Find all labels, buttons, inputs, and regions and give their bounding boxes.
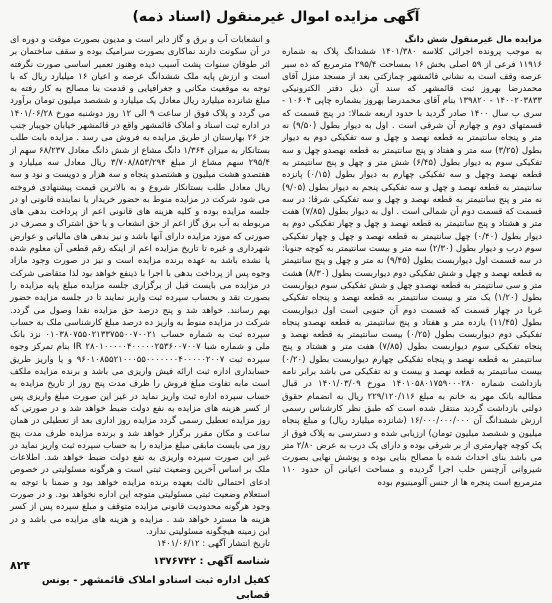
right-column	[282, 34, 542, 552]
notice-title: آگهی مزایده اموال غیرمنقول (اسناد ذمه)	[132, 9, 420, 25]
signature: کفیل اداره ثبت اسنادو املاک قائمشهر - یونس قصابی	[41, 575, 270, 602]
right-column-subheading: مزایده مال غیرمنقول شش دانگ	[404, 35, 542, 45]
publish-date: تاریخ انتشار آگهی : ۱۴۰۱/۰۶/۱۲	[156, 539, 270, 550]
right-column-body: به موجب پرونده اجرائی کلاسه ۱۴۰۱/۳۸۰ ششدانگ پلاک به شماره ۱۱۹۱۶ فرعی از ۵۹ اصلی بخش ۱۶ بمساحت ۲۹۵/۴ مترمربع که ذه سیر عرصه وقف است به نشانی قائمشهر چمازکتی بعد از مسجد منزل آقای محمدرضا بهروز ثبت قائمشهر که سند آن ذیل دفتر الکترونیکی ۱۴۰۰۲۰۳۸۳۳ - ۱۳۹۸۲۰ بنام آقای محمدرضا بهروز بشماره چاپی ۱۰۶۰۴ - سری ب سال ۱۴۰۰ صادر گردید با حدود اربعه شمالا: در پنج قسمت که قسمتهای دوم و چهارم آن شرقی است . اول به دیوار بطول (۹/۵۰) نه متر و پنجاه سانتیمتر به قطعه نهصد و چهل و سه تفکیکی دوم به دیوار بطول (۳/۲۵) سه متر و هفتاد و پنج سانتیمتر به قطعه نهصدو چهل و سه تفکیکی سوم به دیوار بطول (۶/۴۵) شش متر و چهل و پنج سانتیمتر به قطعه نهصد وچهل و سه تفکیکی چهارم به دیوار بطول (۰/۱۵) پانزده سانتیمتر به قطعه نهصد و چهل و سه تفکیکی پنجم به دیوار بطول (۹/۰۵) نه متر و پنج سانتیمتر به قطعه نهصد و چهل و سه تفکیکی شرقا: در سه قسمت که قسمت دوم آن شمالی است . اول به دیوار بطول (۷/۸۵) هفت متر و هشتاد و پنج سانتیمتر به قطعه نهصد و چهل و چهار تفکیکی دوم به دیوار بطول (۰/۴۰) چهل سانتیمتر به قطعه نهصد و چهل و چهار تفکیکی سوم درب و دیوار بطول (۲/۳۰) سه متر و بیست سانتیمتر به کوچه جنوبا: در سه قسمت اول دیواربست بطول (۹/۴۵) نه متر و چهل و پنج سانتیمتر به قطعه نهصد و چهل و شش تفکیکی دوم دیواربست بطول (۸/۳۰) هشت متر و سی سانتیمتر به قطعه نهصدو چهل و شش تفکیکی سوم دیواربست بطول (۱/۲۰) یک متر و بیست سانتیمتر به قطعه نهصد و پنجاه تفکیکی غربا در چهار قسمت که قسمت دوم آن جنوبی است اول دیواربست بطول (۱۱/۴۵) یازده متر و هفتاد و پنج سانتیمتر به قطعه نهصدو پنجاه تفکیکی دوم دیواربست بطول (۰/۲۵) بیست سانتیمتر به قطعه نهصد و پنجاه تفکیکی سوم دیواربست بطول (۷/۸۵) هفت متر و هشتاد و پنج سانتیمتر به قطعه نهصد و پنجاه تفکیکی چهارم دیواربست بطول (۰/۲۰) بیست سانتیمتر به قطعه نهصد و بیست و نه تفکیکی می باشد برابر نامه بازداشت شماره ۱۴۰۱۰۵۸۰۱۷۵۹۰۰۰۲۸۰ مورخ ۱۴۰۱/۰۳/۰۹ در قبال مطالبه بانک مهر به خانم به مبلغ ۲۲۹/۱۲۰/۱۱۶ ریال به انضمام حقوق دولتی بازداشت گردید منتقل شده است که طبق نظر کارشناس رسمی ارزش ششدانگ آن ۱۶/۰۰۰/۰۰۰/۰۰۰ (شانزده میلیارد ریال) و مبلغ پنجاه میلیون و ششصد میلیون تومان) ارزیابی شده و دسترسی به پلاک فوق از یک کوچه چهارمتری از بر شرقی بوده و دارای یک درب به عرض ۲/۸۰ متر می باشد بنای احداث شده با مصالح بنایی بوده و پوشش نهایی بصورت شیروانی آزچنس حلب اجرا گردیده و مساحت اعیانی آن حدود ۱۱۰ مترمربع است پنجره ها از جنس آلومینیوم بوده	[282, 47, 543, 488]
left-column-body: و انشعابات آب و برق و گاز دایر است و مدیون بصورت موقت و دوره ای در آن سکونت دارند نماکاری بصورت سرامیک بوده و سقف ساختمان بر اثر طوفان سنوات پشت آسیب دیده وهنوز تعمیر اساسی صورت نگرفته است و ارزش پایه ملک ششدانگ عرصه و اعیان ۱۶ میلیارد ریال که با توجه به موقعیت مکانی و جغرافیایی و قدمت بنا مصالح به کار رفته به مبلغ شانزده میلیارد ریال معادل یک میلیارد و ششصد میلیون تومان برآورد می گردد و پلاک فوق از ساعت ۹ الی ۱۲ روز دوشنبه مورخ ۱۴۰۱/۰۶/۲۸ در اداره ثبت اسناد و املاک قائمشهر واقع در قائمشهر خیابان جویبار جنب جز ۲۶ بهارستان از طریق مزایده به فروش می رسد . مزایده بابت طلب بستانکار به میزان ۱/۳۶۴ دانگ مشاع از شش دانگ معادل ۶۸/۲۳۷ سهم از ۲۹۵/۴ سهم مشاع از مبلغ ۳/۷۰۸/۸۵۳/۲۹۴ ریال معادل سه میلیارد و هفتصدو هشت میلیون و هشتصدو پنجاه و سه هزار و دویست و نود و سه ریال معادل طلب بستانکار شروع و به بالاترین قیمت پیشنهادی فروخته می شود شرکت در مزایده منوط به حضور خریدار یا نماینده قانونی او در جلسه مزایده بوده و کلیه هزینه های قانونی اعم از پرداخت بدهی های مربوطه به آب برق گاز اعم از حق انشعاب و یا حق اشتراک و مصرف در صورتی که مورد مزایده دارای آنها باشد و نیز بدهی های مالیاتی و عوارض شهرداری و غیره تا تاریخ مزایده اعم از اینکه رقم قطعی آن معلوم شده یا نشده باشد به عهده برنده مزایده است و نیز در صورت وجود مازاد وجوه پس از پرداخت بدهی با اجرا با ذینفع خواهد بود لذا متقاضی شرکت در مزایده می بایست قبل از برگزاری جلسه مزایده مبلغ پایه مزایده را بصورت نقد و بحساب سپرده ثبت واریز نمایند تا در جلسه مزایده حضور بهم رسانند. خواهد شد و پنج درصد حق مزایده نقدا وصول می گردد. شرکت در مزایده منوط به واریز ده درصد مبلغ کارشناسی ملک به حساب سپرده ثبت به شماره حساب ۰۱۰۳۸۰۷۵۵۰۲۱۳۳۷۵۵۰۰۷۰۰۲۱ نزد بانک ملی و شماره شبا IR ۲۸۰۱۰۰۰۰۰۴۰۰۰۰۰۲۵۳۶۰۰۷۰۰۷ بنام تمرکز وجوه سپرده ثبت ۹۶۰۱۰۸۵۵۲۱۰۰۰۵۵۰۰۰۰۰۰۰۴۰۰۰۰۰۲۰۰۷ و یا واریز طریق حسابداری اداره ثبت ارائه فیش واریزی می باشد و برنده مزایده ملکف است مابه تفاوت مبلغ فروش را ظرف مدت پنج روز از تاریخ مزایده به حساب سپرده اداره ثبت واریز نماید در غیر این صورت مبلغ واریزی پس از کسر هزینه های مزایده به نفع دولت ضبط خواهد شد و در صورتی که روز مزایده تعطیل رسمی گردد مزایده روز اداری بعد از تعطیلی در همان ساعت و مکان مقرر برگزار خواهد شد و برنده مزایده ظرف مدت پنج روز می بایست مابقی مبلغ مزایده را به حساب سپرده ثبت واریز نماید در غیر این صورت سپرده واریزی به نفع دولت ضبط خواهد شد. اطلاعات ملک بر اساس آخرین وضعیت ثبتی است و هرگونه مسئولیتی در خصوص ادعای احتمالی ثالث بعهده برنده مزایده خواهد بود و ضمنا با توجه به استعلام وضعیت ثبتی مسئولیتی متوجه این اداره نخواهد بود. و در صورت وجود هرگونه محدودیت قانونی مزایده متوقف و مبلغ سپرده پس از کسر هزینه ها مسترد خواهد شد . مزایده و هزینه های مزایده می باشد و در این زمینه هیچگونه مسئولیتی ندارد.	[10, 35, 270, 537]
notice-number: شناسه آگهی : ۱۳۷۶۷۴۲	[153, 556, 270, 568]
page-number: ۸۲۴	[10, 559, 31, 572]
